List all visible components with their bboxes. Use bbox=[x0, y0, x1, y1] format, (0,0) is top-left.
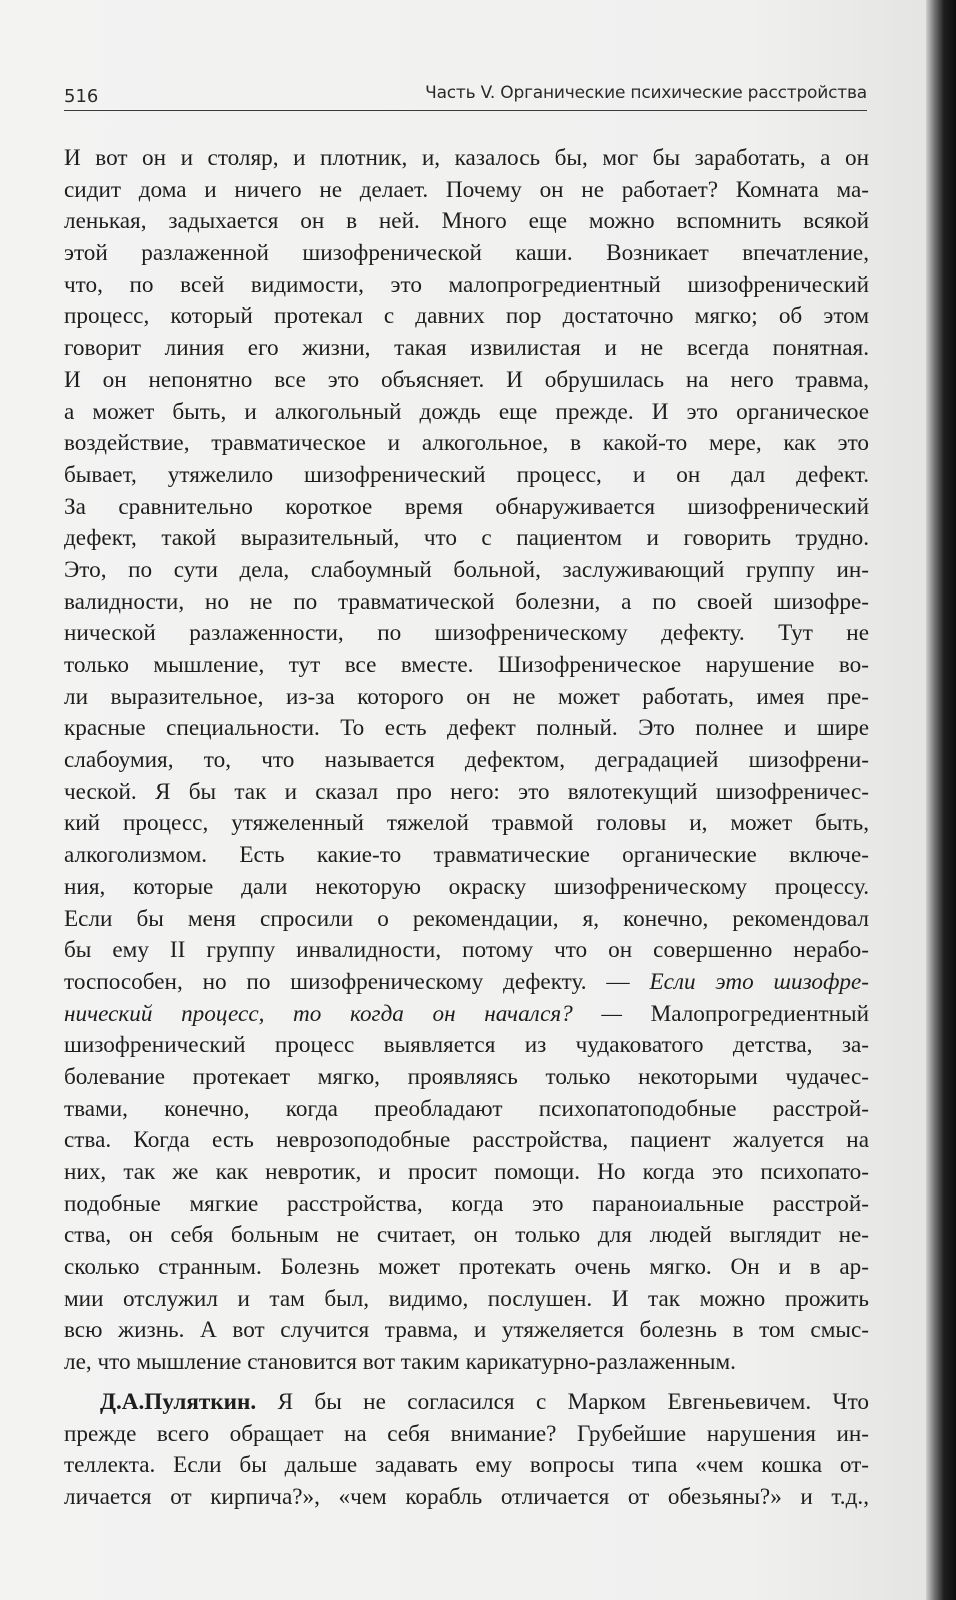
text-line: кий процесс, утяжеленный тяжелой травмой головы и, может быть, bbox=[64, 810, 869, 837]
text-line: болевание протекает мягко, проявляясь только некоторыми чудачес- bbox=[64, 1063, 869, 1090]
text-line: всю жизнь. А вот случится травма, и утяжеляется болезнь в том смыс- bbox=[64, 1317, 869, 1344]
text-line: нической разлаженности, по шизофреническому дефекту. Тут не bbox=[64, 620, 869, 647]
text-line: красные специальности. То есть дефект полный. Это полнее и шире bbox=[64, 715, 869, 742]
text-line: шизофренический процесс выявляется из чудаковатого детства, за- bbox=[64, 1032, 869, 1059]
text-line: личается от кирпича?», «чем корабль отличается от обезьяны?» и т.д., bbox=[64, 1483, 869, 1510]
text-line: За сравнительно короткое время обнаруживается шизофренический bbox=[64, 493, 869, 520]
text-line: подобные мягкие расстройства, когда это параноиальные расстрой- bbox=[64, 1190, 869, 1217]
book-binding-edge bbox=[926, 0, 956, 1600]
text-line: слабоумия, то, что называется дефектом, деградацией шизофрени- bbox=[64, 747, 869, 774]
page-number: 516 bbox=[64, 86, 99, 107]
text-line: сидит дома и ничего не делает. Почему он не работает? Комната ма- bbox=[64, 176, 869, 203]
text-line: только мышление, тут все вместе. Шизофреническое нарушение во- bbox=[64, 652, 869, 678]
text-line: этой разлаженной шизофренической каши. Возникает впечатление, bbox=[64, 240, 869, 267]
text-line: ческой. Я бы так и сказал про него: это вялотекущий шизофреничес- bbox=[64, 778, 869, 805]
text-line: И он непонятно все это объясняет. И обрушилась на него травма, bbox=[64, 366, 869, 393]
text-line: ли выразительное, из-за которого он не может работать, имея пре- bbox=[64, 683, 869, 710]
text-plain: Я бы не согласился с Марком Евгеньевичем. Что bbox=[277, 1388, 869, 1415]
body-text bbox=[64, 143, 869, 1514]
text-line: сколько странным. Болезнь может протекать очень мягко. Он и в ар- bbox=[64, 1254, 869, 1281]
text-line: мии отслужил и там был, видимо, послушен. И так можно прожить bbox=[64, 1285, 869, 1312]
text-line: прежде всего обращает на себя внимание? Грубейшие нарушения ин- bbox=[64, 1420, 869, 1447]
text-plain: Малопрогредиентный bbox=[650, 1000, 869, 1027]
paragraph-gap bbox=[64, 1379, 869, 1387]
text-line: что, по всей видимости, это малопрогредиентный шизофренический bbox=[64, 271, 869, 298]
text-plain: тоспособен, но по шизофреническому дефекту. — bbox=[64, 968, 630, 995]
text-line: них, так же как невротик, и просит помощи. Но когда это психопато- bbox=[64, 1159, 869, 1185]
speaker-name: Д.А.Пуляткин. bbox=[100, 1388, 257, 1415]
text-line: ле, что мышление становится вот таким карикатурно-разлаженным. bbox=[64, 1349, 736, 1376]
text-line: твами, конечно, когда преобладают психопатоподобные расстрой- bbox=[64, 1095, 869, 1122]
text-line: процесс, который протекал с давних пор достаточно мягко; об этом bbox=[64, 303, 869, 330]
text-line-mixed bbox=[64, 999, 869, 1031]
text-line: говорит линия его жизни, такая извилистая и не всегда понятная. bbox=[64, 335, 869, 362]
text-line: бы ему II группу инвалидности, потому что он совершенно нерабо- bbox=[64, 937, 869, 964]
text-line: бывает, утяжелило шизофренический процесс, и он дал дефект. bbox=[64, 461, 869, 488]
question-italic: нический процесс, то когда он начался? — bbox=[64, 1000, 622, 1027]
text-line: алкоголизмом. Есть какие-то травматические органические включе- bbox=[64, 842, 869, 869]
text-line: воздействие, травматическое и алкогольное, в какой-то мере, как это bbox=[64, 430, 869, 457]
text-line: ния, которые дали некоторую окраску шизофреническому процессу. bbox=[64, 873, 869, 900]
text-line: ства. Когда есть неврозоподобные расстройства, пациент жалуется на bbox=[64, 1127, 869, 1154]
text-line: а может быть, и алкогольный дождь еще прежде. И это органическое bbox=[64, 398, 869, 425]
text-line: ленькая, задыхается он в ней. Много еще можно вспомнить всякой bbox=[64, 208, 869, 235]
text-line: Это, по сути дела, слабоумный больной, заслуживающий группу ин- bbox=[64, 556, 869, 583]
question-italic: Если это шизофре- bbox=[649, 968, 869, 995]
text-line: валидности, но не по травматической болезни, а по своей шизофре- bbox=[64, 588, 869, 615]
text-line-mixed bbox=[64, 967, 869, 999]
speaker-line bbox=[64, 1387, 869, 1419]
running-head: Часть V. Органические психические расстройства bbox=[425, 83, 867, 103]
text-line: И вот он и столяр, и плотник, и, казалось бы, мог бы заработать, а он bbox=[64, 145, 869, 171]
text-line: дефект, такой выразительный, что с пациентом и говорить трудно. bbox=[64, 525, 869, 552]
text-line: ства, он себя больным не считает, он только для людей выглядит не- bbox=[64, 1222, 869, 1249]
text-line: Если бы меня спросили о рекомендации, я, конечно, рекомендовал bbox=[64, 905, 869, 932]
page-header bbox=[64, 80, 867, 111]
text-line: теллекта. Если бы дальше задавать ему вопросы типа «чем кошка от- bbox=[64, 1452, 869, 1479]
